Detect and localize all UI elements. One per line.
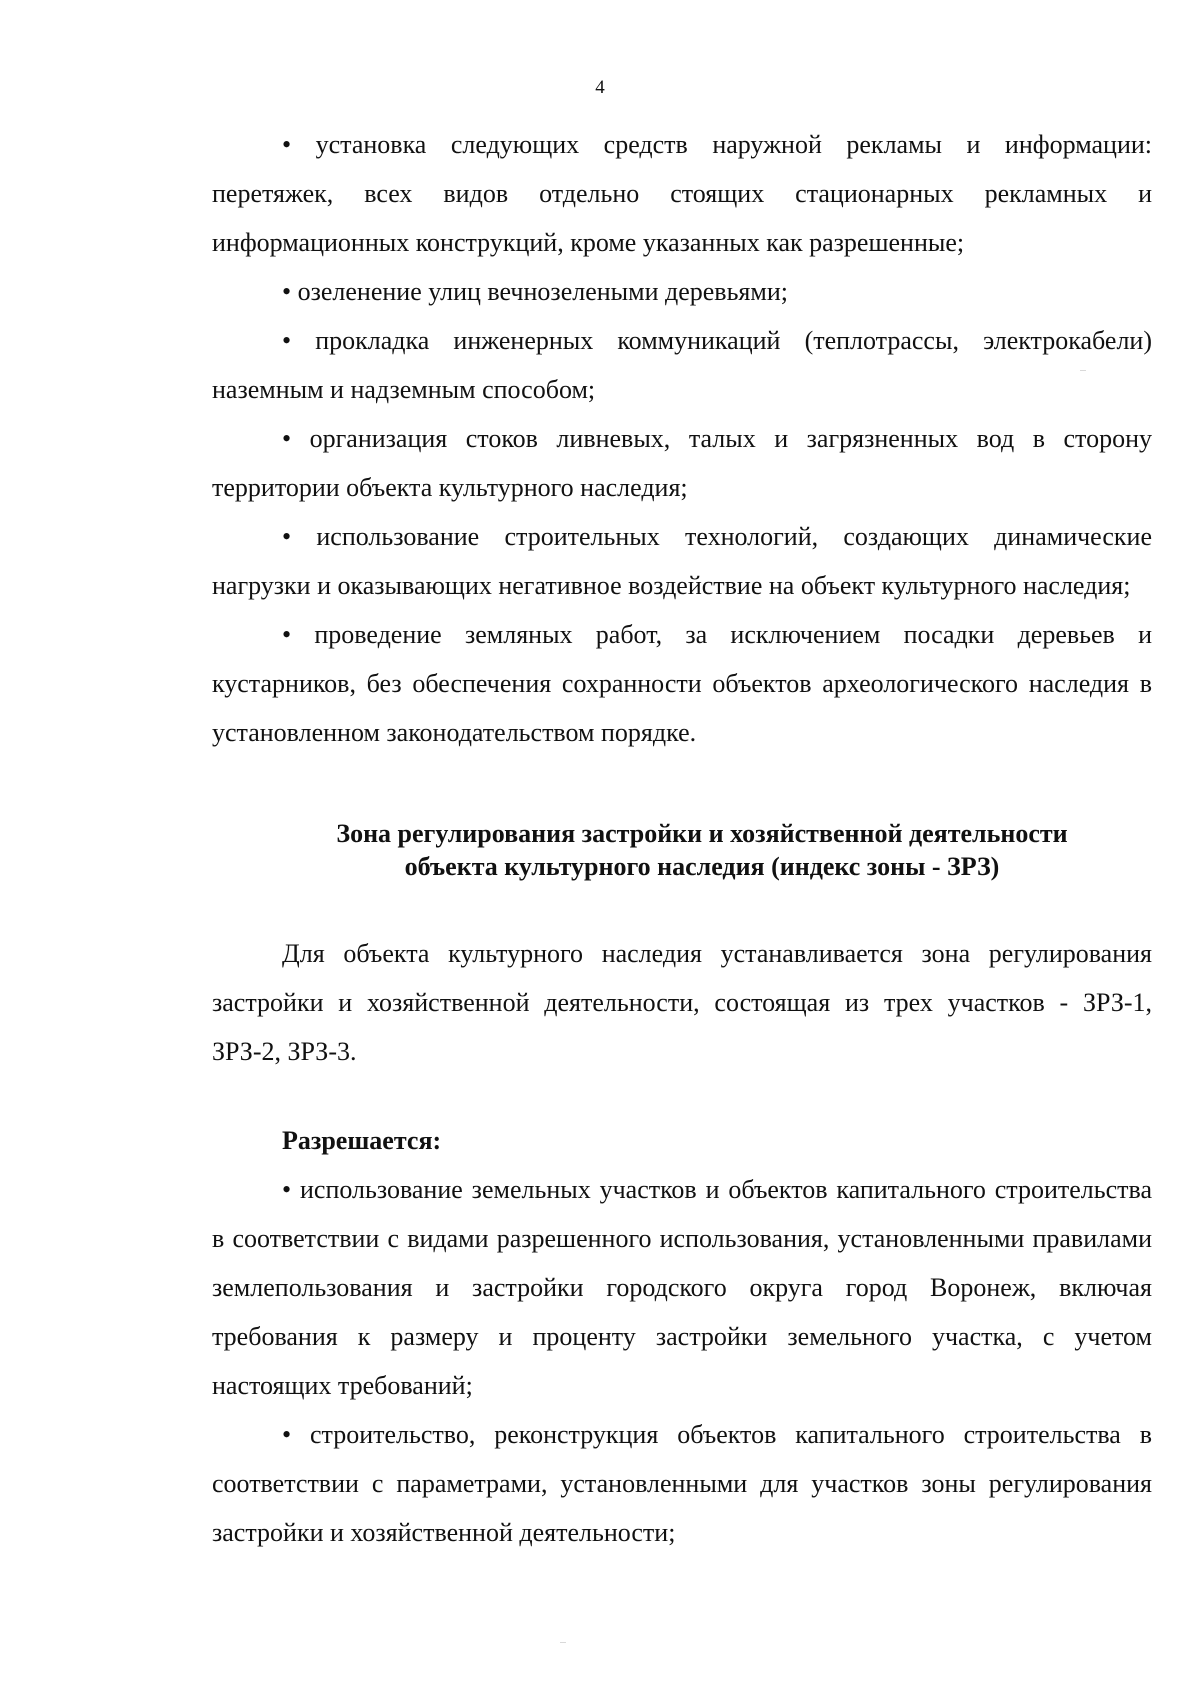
spacer — [212, 1076, 1152, 1116]
spacer — [212, 883, 1152, 929]
scan-speck — [1080, 370, 1086, 371]
prohibited-item-earthworks: • проведение земляных работ, за исключением посадки деревьев и кустарников, без обеспечения сохранности объектов археологического наследия в установленном законодательством порядке. — [212, 620, 1152, 747]
prohibited-item-technologies: • использование строительных технологий, создающих динамические нагрузки и оказывающих негативное воздействие на объект культурного наследия; — [212, 522, 1152, 600]
page-number: 4 — [595, 77, 605, 98]
section-heading-line1: Зона регулирования застройки и хозяйственной деятельности — [336, 819, 1068, 848]
allowed-item-land-use: • использование земельных участков и объектов капитального строительства в соответствии с видами разрешенного использования, установленными правилами землепользования и застройки городского округа город Воронеж, включая требования к размеру и проценту застройки земельного участка, с учетом настоящих требований; — [212, 1175, 1152, 1400]
prohibited-item-utilities: • прокладка инженерных коммуникаций (теплотрассы, электрокабели) наземным и надземным способом; — [212, 326, 1152, 404]
spacer — [212, 757, 1152, 817]
section-intro: Для объекта культурного наследия устанавливается зона регулирования застройки и хозяйственной деятельности, состоящая из трех участков - ЗРЗ-1, ЗРЗ-2, ЗРЗ-3. — [212, 939, 1152, 1066]
prohibited-item-greening: • озеленение улиц вечнозелеными деревьями; — [282, 277, 788, 306]
allowed-item-construction: • строительство, реконструкция объектов капитального строительства в соответствии с параметрами, установленными для участков зоны регулирования застройки и хозяйственной деятельности; — [212, 1420, 1152, 1547]
document-body — [212, 120, 1152, 1557]
prohibited-item-advertising: • установка следующих средств наружной рекламы и информации: перетяжек, всех видов отдельно стоящих стационарных рекламных и информационных конструкций, кроме указанных как разрешенные; — [212, 130, 1152, 257]
scan-speck — [560, 1642, 566, 1643]
section-heading-line2: объекта культурного наследия (индекс зоны - ЗРЗ) — [404, 852, 1000, 881]
prohibited-item-drainage: • организация стоков ливневых, талых и загрязненных вод в сторону территории объекта культурного наследия; — [212, 424, 1152, 502]
allowed-title: Разрешается: — [282, 1126, 442, 1155]
